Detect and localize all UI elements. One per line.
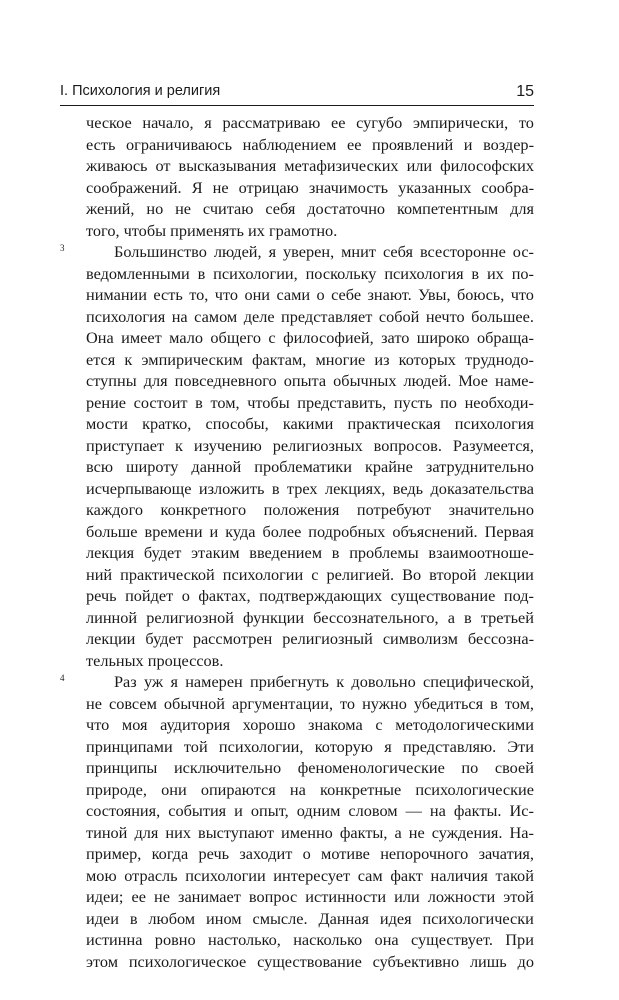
text-line: лекции будет рассмотрен религиозный символизм бессозна-	[86, 629, 534, 648]
text-line: психология на самом деле представляет собой нечто большее.	[86, 306, 534, 326]
running-title: I. Психология и религия	[60, 83, 221, 99]
text-line: принципы исключительно феноменологические по своей	[86, 758, 534, 777]
text-line: Она имеет мало общего с философией, зато широко обраща-	[86, 328, 534, 347]
text-line: всю широту данной проблематики крайне затруднительно	[86, 457, 534, 476]
text-line: ведомленными в психологии, поскольку психология в их по-	[86, 263, 534, 283]
text-line: того, чтобы применять их грамотно.	[86, 220, 338, 240]
text-line: состояния, события и опыт, одним словом — на факты. Ис-	[86, 801, 534, 820]
text-line: что моя аудитория хорошо знакома с методологическими	[86, 715, 534, 734]
text-line: пример, когда речь заходит о мотиве непорочного зачатия,	[86, 844, 534, 863]
text-line: приступает к изучению религиозных вопросов. Разумеется,	[86, 435, 534, 455]
text-line: ческое начало, я рассматриваю ее сугубо эмпирически, то	[86, 113, 534, 132]
text-line: ний практической психологии с религией. Во второй лекции	[86, 564, 534, 584]
text-line: жений, но не считаю себя достаточно компетентным для	[86, 199, 534, 218]
text-line: лекция будет этаким введением в проблемы взаимоотноше-	[86, 543, 534, 562]
text-line: Раз уж я намерен прибегнуть к довольно специфической,	[114, 672, 534, 691]
text-line: линной религиозной функции бессознательного, а в третьей	[86, 607, 534, 627]
paragraph-number: 4	[60, 673, 65, 683]
text-line: исчерпывающе изложить в трех лекциях, ведь доказательства	[86, 478, 534, 498]
text-line: соображений. Я не отрицаю значимость указанных сообра-	[86, 177, 534, 197]
text-line: Большинство людей, я уверен, мнит себя всесторонне ос-	[114, 242, 534, 261]
text-line: тиной для них выступают именно факты, а не суждения. На-	[86, 822, 534, 842]
page-number: 15	[516, 83, 534, 100]
text-line: принципами той психологии, которую я представляю. Эти	[86, 736, 534, 756]
paragraph	[60, 671, 534, 972]
text-line: идеи в любом ином смысле. Данная идея психологически	[86, 908, 534, 928]
text-line: мою отрасль психологии интересует сам факт наличия такой	[86, 865, 534, 885]
paragraph	[86, 112, 534, 241]
text-line: этом психологическое существование субъективно лишь до	[86, 951, 534, 971]
paragraph	[60, 241, 534, 671]
text-line: речь пойдет о фактах, подтверждающих существование под-	[86, 586, 534, 605]
header-rule	[60, 105, 534, 106]
text-line: мости кратко, способы, какими практическая психология	[86, 414, 534, 433]
text-line: истинна ровно настолько, насколько она существует. При	[86, 930, 534, 949]
text-line: нимании есть то, что они сами о себе знают. Увы, боюсь, что	[86, 285, 534, 304]
text-line: природе, они опираются на конкретные психологические	[86, 779, 534, 799]
text-line: больше времени и куда более подробных объяснений. Первая	[86, 521, 534, 541]
text-line: есть ограничиваюсь наблюдением ее проявлений и воздер-	[86, 134, 534, 154]
text-line: ступны для повседневного опыта обычных людей. Мое наме-	[86, 371, 534, 390]
text-line: идеи; ее не занимает вопрос истинности или ложности этой	[86, 887, 534, 906]
text-line: живаюсь от высказывания метафизических или философских	[86, 156, 534, 175]
text-line: тельных процессов.	[86, 650, 224, 670]
paragraph-number: 3	[60, 243, 65, 253]
page-body	[60, 112, 534, 972]
text-line: каждого конкретного положения потребуют значительно	[86, 500, 534, 519]
text-line: рение состоит в том, чтобы представить, пусть по необходи-	[86, 392, 534, 412]
text-line: ется к эмпирическим фактам, многие из которых труднодо-	[86, 349, 534, 369]
text-line: не совсем обычной аргументации, то нужно убедиться в том,	[86, 693, 534, 713]
